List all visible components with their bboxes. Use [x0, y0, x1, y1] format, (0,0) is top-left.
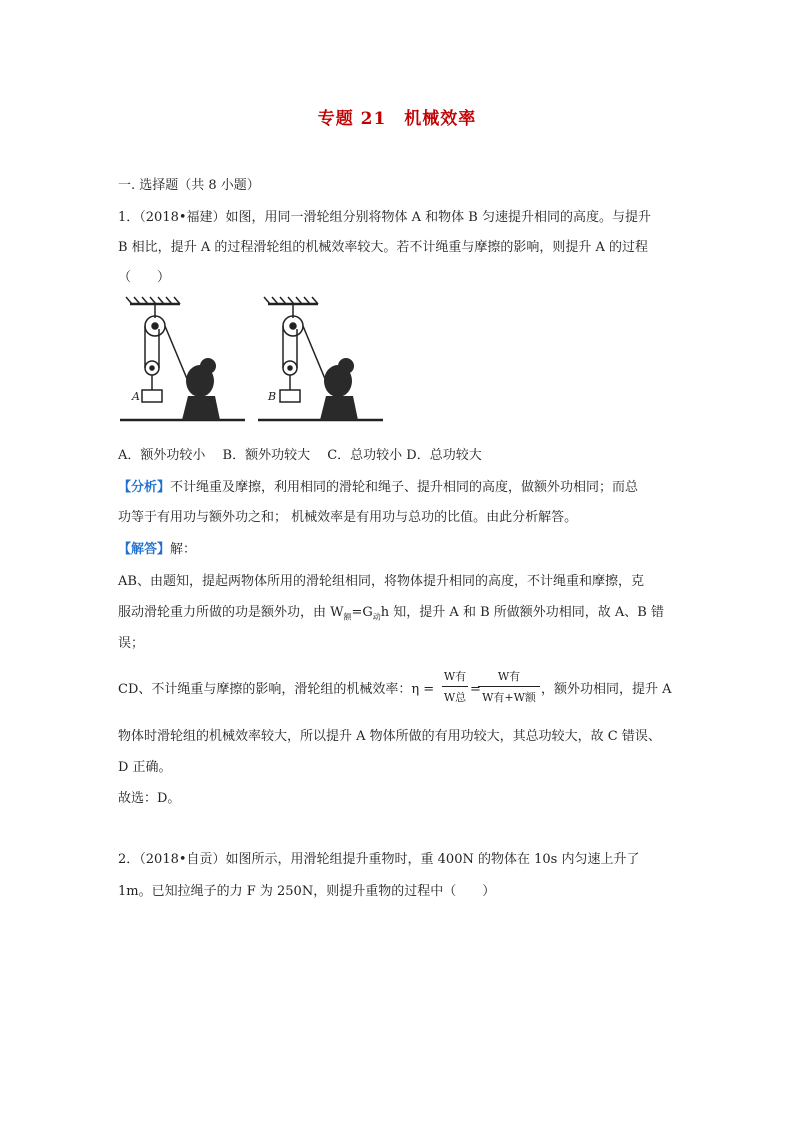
fraction-useful-over-total: W有 W总: [443, 670, 467, 704]
q1-solution-line-2: 服动滑轮重力所做的功是额外功，由 $W_额=G_动h$ 知，提升 A 和 B 所做额外功相同，故 A、B 错: [118, 605, 664, 622]
solution-tag: 【解答】: [118, 542, 171, 557]
q1-solution-line-6: D 正确。: [118, 760, 172, 775]
q1-text-line-2: B 相比，提升 A 的过程滑轮组的机械效率较大。若不计绳重与摩擦的影响，则提升 A 的过程: [118, 240, 648, 255]
q1-efficiency-formula-suffix: ，额外功相同，提升 A: [541, 682, 672, 697]
equals-sign: =: [470, 682, 481, 697]
q1-text-line-3: （ ）: [118, 270, 171, 285]
fig-a-label: A: [132, 390, 140, 403]
q1-analysis-line-2: 功等于有用功与额外功之和； 机械效率是有用功与总功的比值。由此分析解答。: [118, 510, 578, 525]
pulley-figure-b: [258, 296, 388, 436]
q1-solution-line-3: 误；: [118, 636, 145, 651]
q2-text-line-2: 1m。已知拉绳子的力 F 为 250N，则提升重物的过程中（ ）: [118, 884, 496, 899]
analysis-tag: 【分析】: [118, 480, 171, 495]
q1-text-line-1: 1．（2018•福建）如图，用同一滑轮组分别将物体 A 和物体 B 匀速提升相同的高度。与提升: [118, 210, 651, 225]
q1-options: A．额外功较小 B．额外功较大 C．总功较小 D．总功较大: [118, 448, 482, 463]
q1-solution-head: 【解答】解：: [118, 542, 197, 557]
q1-efficiency-formula-prefix: CD、不计绳重与摩擦的影响，滑轮组的机械效率：η =: [118, 682, 435, 697]
q1-solution-line-1: AB、由题知，提起两物体所用的滑轮组相同，将物体提升相同的高度，不计绳重和摩擦，克: [118, 574, 644, 589]
q1-solution-line-5: 物体时滑轮组的机械效率较大，所以提升 A 物体所做的有用功较大，其总功较大，故 C 错误、: [118, 729, 661, 744]
page-title: 专题 21 机械效率: [317, 109, 477, 129]
fig-b-label: B: [268, 390, 277, 403]
q1-analysis-line-1: 【分析】不计绳重及摩擦，利用相同的滑轮和绳子、提升相同的高度，做额外功相同；而总: [118, 480, 639, 495]
pulley-figure-a: [120, 296, 250, 436]
fraction-useful-over-useful-plus-extra: W有 W有+W额: [478, 668, 540, 705]
section-heading: 一. 选择题（共 8 小题）: [118, 178, 260, 193]
q1-answer: 故选：D。: [118, 791, 181, 806]
q2-text-line-1: 2．（2018•自贡）如图所示，用滑轮组提升重物时，重 400N 的物体在 10s 内匀速上升了: [118, 852, 640, 867]
